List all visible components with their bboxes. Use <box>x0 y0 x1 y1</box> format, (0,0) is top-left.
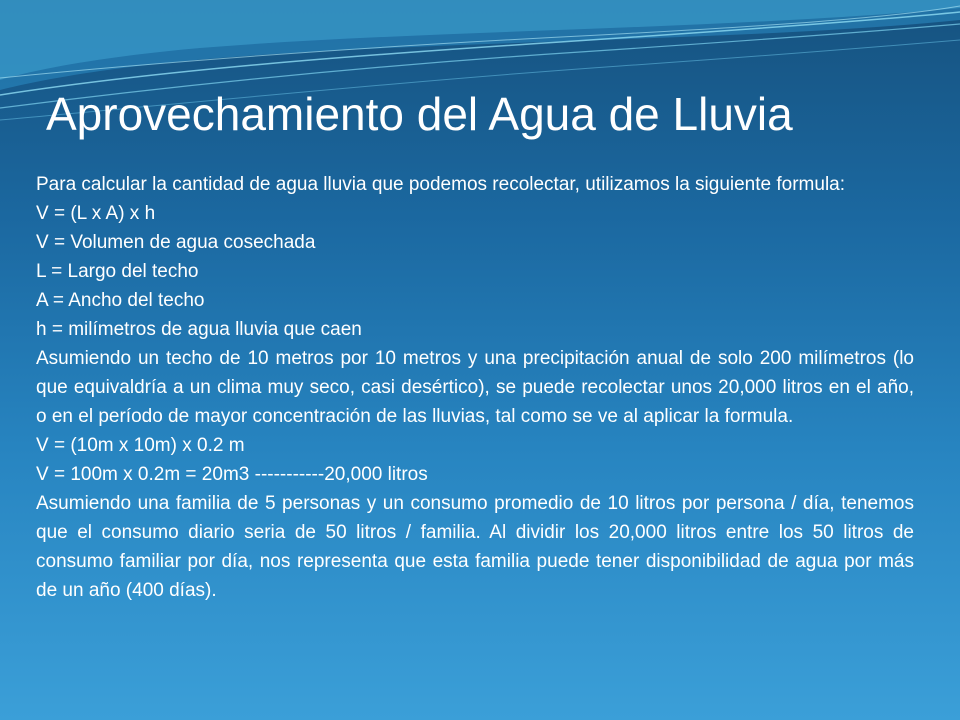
definition-volume: V = Volumen de agua cosechada <box>36 232 316 253</box>
slide-title: Aprovechamiento del Agua de Lluvia <box>46 88 793 140</box>
definition-width: A = Ancho del techo <box>36 290 205 311</box>
example-paragraph: Asumiendo un techo de 10 metros por 10 metros y una precipitación anual de solo 200 milímetros (lo que equivaldría a un clima muy seco, casi desértico), se puede recolectar unos 20,000 litros en el año, o en el período de mayor concentración de las lluvias, tal como se ve al aplicar la formula. <box>36 348 914 427</box>
family-paragraph: Asumiendo una familia de 5 personas y un consumo promedio de 10 litros por persona / día, tenemos que el consumo diario seria de 50 litros / familia. Al dividir los 20,000 litros entre los 50 litros de consumo familiar por día, nos representa que esta familia puede tener disponibilidad de agua por más de un año (400 días). <box>36 493 914 601</box>
definition-length: L = Largo del techo <box>36 261 199 282</box>
slide-body <box>36 170 914 605</box>
calculation-line: V = (10m x 10m) x 0.2 m <box>36 435 245 456</box>
definition-height: h = milímetros de agua lluvia que caen <box>36 319 362 340</box>
formula-line: V = (L x A) x h <box>36 203 156 224</box>
intro-paragraph: Para calcular la cantidad de agua lluvia que podemos recolectar, utilizamos la siguiente formula: <box>36 174 846 195</box>
result-line: V = 100m x 0.2m = 20m3 -----------20,000 litros <box>36 464 428 485</box>
